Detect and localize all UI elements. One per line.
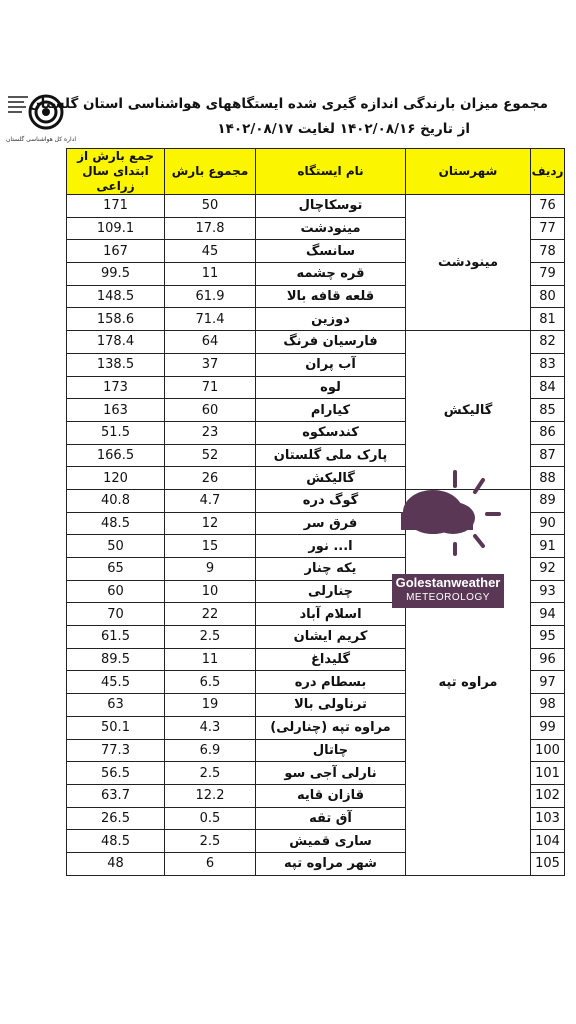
cell-row-number: 103 <box>531 807 565 830</box>
cell-row-number: 86 <box>531 421 565 444</box>
cell-station: چنارلی <box>256 580 406 603</box>
cell-season-total: 171 <box>67 195 165 218</box>
cell-station: قره چشمه <box>256 263 406 286</box>
cell-total: 37 <box>165 353 256 376</box>
cell-station: کریم ایشان <box>256 626 406 649</box>
cell-station: گالیکش <box>256 467 406 490</box>
cell-season-total: 56.5 <box>67 762 165 785</box>
cell-season-total: 48.5 <box>67 830 165 853</box>
cell-total: 61.9 <box>165 285 256 308</box>
header-total: مجموع بارش <box>165 149 256 195</box>
cell-city: گالیکش <box>406 331 531 490</box>
cell-station: بسطام دره <box>256 671 406 694</box>
cell-total: 2.5 <box>165 626 256 649</box>
cell-row-number: 101 <box>531 762 565 785</box>
cell-total: 10 <box>165 580 256 603</box>
cell-season-total: 138.5 <box>67 353 165 376</box>
cell-row-number: 94 <box>531 603 565 626</box>
cell-station: ا... نور <box>256 535 406 558</box>
cell-total: 64 <box>165 331 256 354</box>
cell-row-number: 88 <box>531 467 565 490</box>
cell-season-total: 40.8 <box>67 489 165 512</box>
cell-total: 0.5 <box>165 807 256 830</box>
cell-row-number: 80 <box>531 285 565 308</box>
date-range: از تاریخ ۱۴۰۲/۰۸/۱۶ لغایت ۱۴۰۲/۰۸/۱۷ <box>217 121 470 137</box>
cell-season-total: 158.6 <box>67 308 165 331</box>
cell-station: توسکاچال <box>256 195 406 218</box>
cell-row-number: 95 <box>531 626 565 649</box>
cell-row-number: 76 <box>531 195 565 218</box>
cell-season-total: 109.1 <box>67 217 165 240</box>
cell-total: 11 <box>165 263 256 286</box>
header-row-number: ردیف <box>531 149 565 195</box>
cell-season-total: 173 <box>67 376 165 399</box>
cell-season-total: 99.5 <box>67 263 165 286</box>
cell-total: 12.2 <box>165 784 256 807</box>
cell-station: قلعه قافه بالا <box>256 285 406 308</box>
cell-row-number: 100 <box>531 739 565 762</box>
page-title: مجموع میزان بارندگی اندازه گیری شده ایستگاههای هواشناسی استان گلستان <box>29 96 548 112</box>
cell-city: مراوه تپه <box>406 489 531 875</box>
cell-season-total: 163 <box>67 399 165 422</box>
cell-season-total: 63.7 <box>67 784 165 807</box>
cell-season-total: 48.5 <box>67 512 165 535</box>
watermark-badge <box>392 574 504 608</box>
logo-caption: اداره کل هواشناسی گلستان <box>6 136 77 143</box>
cell-station: ساری قمیش <box>256 830 406 853</box>
cell-total: 50 <box>165 195 256 218</box>
cell-row-number: 85 <box>531 399 565 422</box>
cell-season-total: 148.5 <box>67 285 165 308</box>
cell-station: اسلام آباد <box>256 603 406 626</box>
cell-row-number: 98 <box>531 694 565 717</box>
cell-station: گلیداغ <box>256 648 406 671</box>
cell-season-total: 167 <box>67 240 165 263</box>
cell-station: فرق سر <box>256 512 406 535</box>
cell-row-number: 82 <box>531 331 565 354</box>
cell-season-total: 26.5 <box>67 807 165 830</box>
cell-station: کیارام <box>256 399 406 422</box>
cell-station: نارلی آجی سو <box>256 762 406 785</box>
cell-total: 11 <box>165 648 256 671</box>
cell-row-number: 83 <box>531 353 565 376</box>
cell-total: 12 <box>165 512 256 535</box>
cell-row-number: 102 <box>531 784 565 807</box>
cell-season-total: 61.5 <box>67 626 165 649</box>
cell-station: مینودشت <box>256 217 406 240</box>
watermark-name: Golestanweather <box>395 575 501 590</box>
cell-total: 60 <box>165 399 256 422</box>
cell-station: چاتال <box>256 739 406 762</box>
cell-row-number: 99 <box>531 716 565 739</box>
cell-row-number: 77 <box>531 217 565 240</box>
cell-total: 26 <box>165 467 256 490</box>
cell-station: مراوه تپه (چنارلی) <box>256 716 406 739</box>
cell-total: 71 <box>165 376 256 399</box>
cell-row-number: 105 <box>531 852 565 875</box>
cell-row-number: 91 <box>531 535 565 558</box>
cell-station: پارک ملی گلستان <box>256 444 406 467</box>
cell-season-total: 60 <box>67 580 165 603</box>
cell-row-number: 89 <box>531 489 565 512</box>
cell-total: 15 <box>165 535 256 558</box>
table-header-row <box>67 149 565 195</box>
cell-season-total: 120 <box>67 467 165 490</box>
cell-season-total: 45.5 <box>67 671 165 694</box>
cell-row-number: 87 <box>531 444 565 467</box>
cell-total: 17.8 <box>165 217 256 240</box>
cell-station: قازان قایه <box>256 784 406 807</box>
cell-total: 4.3 <box>165 716 256 739</box>
cell-station: لوه <box>256 376 406 399</box>
header-station: نام ایستگاه <box>256 149 406 195</box>
cell-season-total: 50.1 <box>67 716 165 739</box>
cell-total: 4.7 <box>165 489 256 512</box>
cell-station: یکه چنار <box>256 558 406 581</box>
cell-total: 52 <box>165 444 256 467</box>
cell-total: 22 <box>165 603 256 626</box>
cell-row-number: 78 <box>531 240 565 263</box>
cell-season-total: 70 <box>67 603 165 626</box>
cell-station: کندسکوه <box>256 421 406 444</box>
cell-total: 6.5 <box>165 671 256 694</box>
cell-row-number: 81 <box>531 308 565 331</box>
table-row <box>67 331 565 354</box>
cell-row-number: 79 <box>531 263 565 286</box>
header-season-total: جمع بارش از ابتدای سال زراعی <box>67 149 165 195</box>
cell-station: گوگ دره <box>256 489 406 512</box>
cell-total: 23 <box>165 421 256 444</box>
header-city: شهرستان <box>406 149 531 195</box>
cell-row-number: 84 <box>531 376 565 399</box>
cell-season-total: 50 <box>67 535 165 558</box>
cell-row-number: 92 <box>531 558 565 581</box>
cell-row-number: 104 <box>531 830 565 853</box>
cell-station: آب پران <box>256 353 406 376</box>
table-row <box>67 195 565 218</box>
cell-season-total: 48 <box>67 852 165 875</box>
cell-season-total: 178.4 <box>67 331 165 354</box>
cell-station: سانسگ <box>256 240 406 263</box>
cell-row-number: 97 <box>531 671 565 694</box>
cell-station: آق تقه <box>256 807 406 830</box>
cell-row-number: 90 <box>531 512 565 535</box>
cell-season-total: 89.5 <box>67 648 165 671</box>
cell-city: مینودشت <box>406 195 531 331</box>
cell-season-total: 65 <box>67 558 165 581</box>
cell-station: دوزین <box>256 308 406 331</box>
watermark-subtitle: METEOROLOGY <box>406 592 490 603</box>
cell-total: 9 <box>165 558 256 581</box>
cell-season-total: 166.5 <box>67 444 165 467</box>
cell-station: شهر مراوه تپه <box>256 852 406 875</box>
cell-total: 45 <box>165 240 256 263</box>
cell-total: 2.5 <box>165 830 256 853</box>
cell-station: فارسیان فرنگ <box>256 331 406 354</box>
cell-row-number: 96 <box>531 648 565 671</box>
cell-total: 71.4 <box>165 308 256 331</box>
cell-row-number: 93 <box>531 580 565 603</box>
cell-total: 2.5 <box>165 762 256 785</box>
cell-total: 19 <box>165 694 256 717</box>
cell-total: 6.9 <box>165 739 256 762</box>
cell-station: ترناولی بالا <box>256 694 406 717</box>
cell-total: 6 <box>165 852 256 875</box>
cell-season-total: 63 <box>67 694 165 717</box>
cell-season-total: 77.3 <box>67 739 165 762</box>
cell-season-total: 51.5 <box>67 421 165 444</box>
